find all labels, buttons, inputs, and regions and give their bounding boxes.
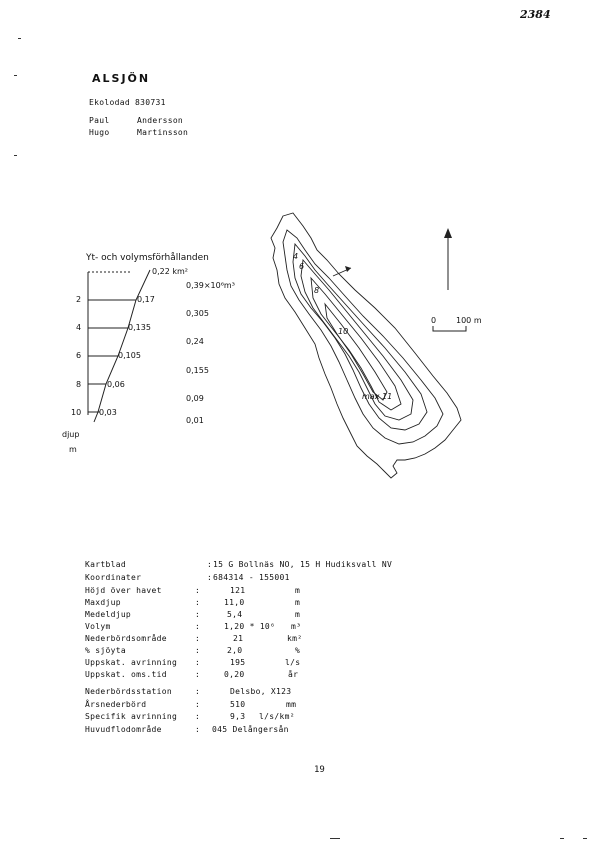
depth-tick-6: 6	[76, 351, 82, 360]
fact-label: Volym	[85, 622, 111, 631]
author-1-last: Andersson	[137, 116, 184, 125]
depth-tick-4: 4	[76, 323, 82, 332]
fact-value: 045 Delångersån	[212, 725, 289, 734]
contour-label-10: 10	[338, 327, 349, 336]
fact-unit: l/s	[285, 658, 301, 667]
fact-unit: m³	[291, 622, 302, 631]
fact-label: Medeldjup	[85, 610, 132, 619]
fact-label: Koordinater	[85, 573, 142, 582]
shoreline	[271, 213, 461, 478]
depth-tick-10: 10	[71, 408, 82, 417]
fact-value: 5,4	[227, 610, 243, 619]
volume-label-2: 0,24	[186, 337, 204, 346]
fact-label: Höjd över havet	[85, 586, 162, 595]
area-label-6: 0,105	[118, 351, 141, 360]
fact-value: 684314 - 155001	[213, 573, 290, 582]
fact-label: Uppskat. avrinning	[85, 658, 178, 667]
area-label-8: 0,06	[107, 380, 125, 389]
contour-label-6: 6	[299, 262, 305, 271]
fact-unit: år	[288, 670, 299, 679]
fact-value: 11,0	[224, 598, 245, 607]
fact-value: 121	[230, 586, 246, 595]
diagram-heading: Yt- och volymsförhållanden	[86, 253, 209, 263]
area-label-0: 0,22 km²	[152, 267, 188, 276]
fact-label: Kartblad	[85, 560, 126, 569]
contour-label-max: max 11	[362, 392, 393, 401]
fact-unit: mm	[286, 700, 297, 709]
fact-value: 9,3	[230, 712, 246, 721]
volume-label-4: 0,09	[186, 394, 204, 403]
fact-value: 510	[230, 700, 246, 709]
scale-bar	[430, 326, 470, 334]
fact-label: % sjöyta	[85, 646, 126, 655]
fact-value: Delsbo, X123	[230, 687, 292, 696]
fact-value: 195	[230, 658, 246, 667]
fact-label: Nederbördsområde	[85, 634, 167, 643]
inlet-arrowhead	[345, 266, 351, 272]
author-1-first: Paul	[89, 116, 110, 125]
area-label-2: 0,17	[137, 295, 155, 304]
depth-tick-8: 8	[76, 380, 82, 389]
area-label-10: 0,03	[99, 408, 117, 417]
fact-label: Uppskat. oms.tid	[85, 670, 167, 679]
depth-tick-2: 2	[76, 295, 82, 304]
fact-value: 2,0	[227, 646, 243, 655]
fact-value: 21	[233, 634, 244, 643]
fact-label: Maxdjup	[85, 598, 121, 607]
handwritten-number: 2384	[520, 8, 551, 21]
margin-mark	[583, 838, 587, 839]
volume-label-5: 0,01	[186, 416, 204, 425]
scale-end: 100 m	[456, 316, 482, 325]
depth-contour-2	[283, 230, 443, 444]
fact-unit: l/s/km²	[259, 712, 295, 721]
fact-label: Huvudflodområde	[85, 725, 162, 734]
fact-unit: km²	[287, 634, 303, 643]
fact-value: 0,20	[224, 670, 245, 679]
fact-unit: m	[295, 610, 301, 619]
fact-label: Årsnederbörd	[85, 700, 147, 709]
fact-value: 1,20 * 10⁶	[224, 622, 276, 631]
fact-label: Specifik avrinning	[85, 712, 178, 721]
contour-label-8: 8	[314, 286, 320, 295]
page-number: 19	[314, 765, 325, 775]
scale-start: 0	[431, 316, 437, 325]
fact-value: 15 G Bollnäs NO, 15 H Hudiksvall NV	[213, 560, 393, 569]
volume-label-3: 0,155	[186, 366, 209, 375]
volume-label-0: 0,39×10⁶m³	[186, 281, 235, 290]
margin-mark	[14, 155, 17, 156]
depth-unit: m	[69, 445, 77, 454]
area-curve	[94, 270, 150, 422]
margin-mark	[18, 38, 21, 39]
depth-axis-label: djup	[62, 430, 80, 439]
margin-mark	[560, 838, 564, 839]
author-2-last: Martinsson	[137, 128, 189, 137]
volume-label-1: 0,305	[186, 309, 209, 318]
author-2-first: Hugo	[89, 128, 110, 137]
area-label-4: 0,135	[128, 323, 151, 332]
subtitle: Ekolodad 830731	[89, 98, 166, 107]
page-title: ALSJÖN	[92, 72, 151, 85]
area-volume-diagram	[60, 260, 180, 430]
fact-unit: %	[295, 646, 301, 655]
margin-mark	[330, 838, 340, 839]
margin-mark	[14, 75, 17, 76]
depth-contour-6	[301, 260, 413, 420]
contour-label-4: 4	[293, 252, 299, 261]
fact-label: Nederbördsstation	[85, 687, 172, 696]
fact-unit: m	[295, 598, 301, 607]
fact-unit: m	[295, 586, 301, 595]
north-arrow-icon	[443, 228, 453, 293]
